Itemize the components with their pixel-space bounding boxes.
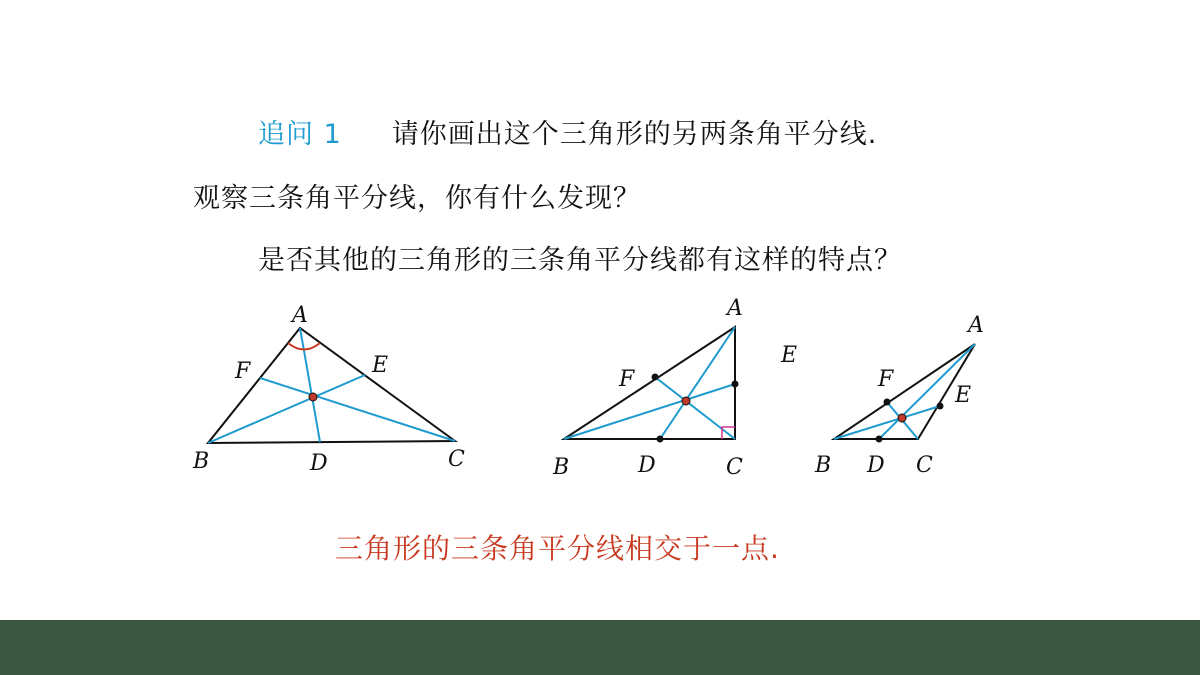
label-B-1: B bbox=[193, 449, 210, 474]
triangle-outline-1 bbox=[208, 328, 455, 443]
question-line-2: 观察三条角平分线，你有什么发现？ bbox=[193, 183, 641, 214]
label-F-3: F bbox=[878, 367, 894, 392]
label-C-3: C bbox=[916, 453, 933, 478]
figure-right-triangle bbox=[552, 296, 797, 480]
question-text-1: 请你画出这个三角形的另两条角平分线. bbox=[391, 119, 878, 150]
label-E-2: E bbox=[781, 343, 798, 368]
label-D-2: D bbox=[638, 453, 656, 478]
label-F-1: F bbox=[235, 359, 251, 384]
point-E-3 bbox=[937, 403, 944, 410]
label-D-1: D bbox=[310, 451, 328, 476]
label-F-2: F bbox=[619, 367, 635, 392]
conclusion-text: 三角形的三条角平分线相交于一点. bbox=[335, 532, 780, 565]
point-E-2 bbox=[732, 381, 739, 388]
label-C-2: C bbox=[726, 455, 743, 480]
bisector-BE-2 bbox=[564, 384, 735, 439]
footer-band bbox=[0, 620, 1200, 675]
label-A-2: A bbox=[727, 296, 743, 321]
bisector-AD-2 bbox=[660, 327, 735, 439]
label-E-3: E bbox=[955, 383, 972, 408]
triangle-outline-2 bbox=[564, 327, 735, 439]
bisector-CF-1 bbox=[260, 378, 455, 441]
label-C-1: C bbox=[448, 447, 465, 472]
bisector-BE-1 bbox=[208, 375, 365, 443]
point-F-3 bbox=[884, 399, 891, 406]
incenter-2 bbox=[682, 397, 690, 405]
bisector-BE-3 bbox=[834, 406, 940, 439]
point-F-2 bbox=[652, 374, 659, 381]
label-A-3: A bbox=[968, 313, 984, 338]
label-B-3: B bbox=[815, 453, 832, 478]
label-A-1: A bbox=[292, 303, 308, 328]
label-B-2: B bbox=[553, 455, 570, 480]
figure-obtuse-triangle bbox=[814, 313, 984, 478]
label-D-3: D bbox=[867, 453, 885, 478]
point-D-2 bbox=[657, 436, 664, 443]
point-D-3 bbox=[876, 436, 883, 443]
follow-up-label: 追问 1 bbox=[258, 119, 342, 150]
triangle-outline-3 bbox=[834, 344, 975, 439]
incenter-3 bbox=[898, 414, 906, 422]
incenter-1 bbox=[309, 393, 317, 401]
label-E-1: E bbox=[372, 353, 389, 378]
question-line-3: 是否其他的三角形的三条角平分线都有这样的特点？ bbox=[258, 245, 902, 276]
figure-acute-triangle bbox=[192, 303, 465, 476]
